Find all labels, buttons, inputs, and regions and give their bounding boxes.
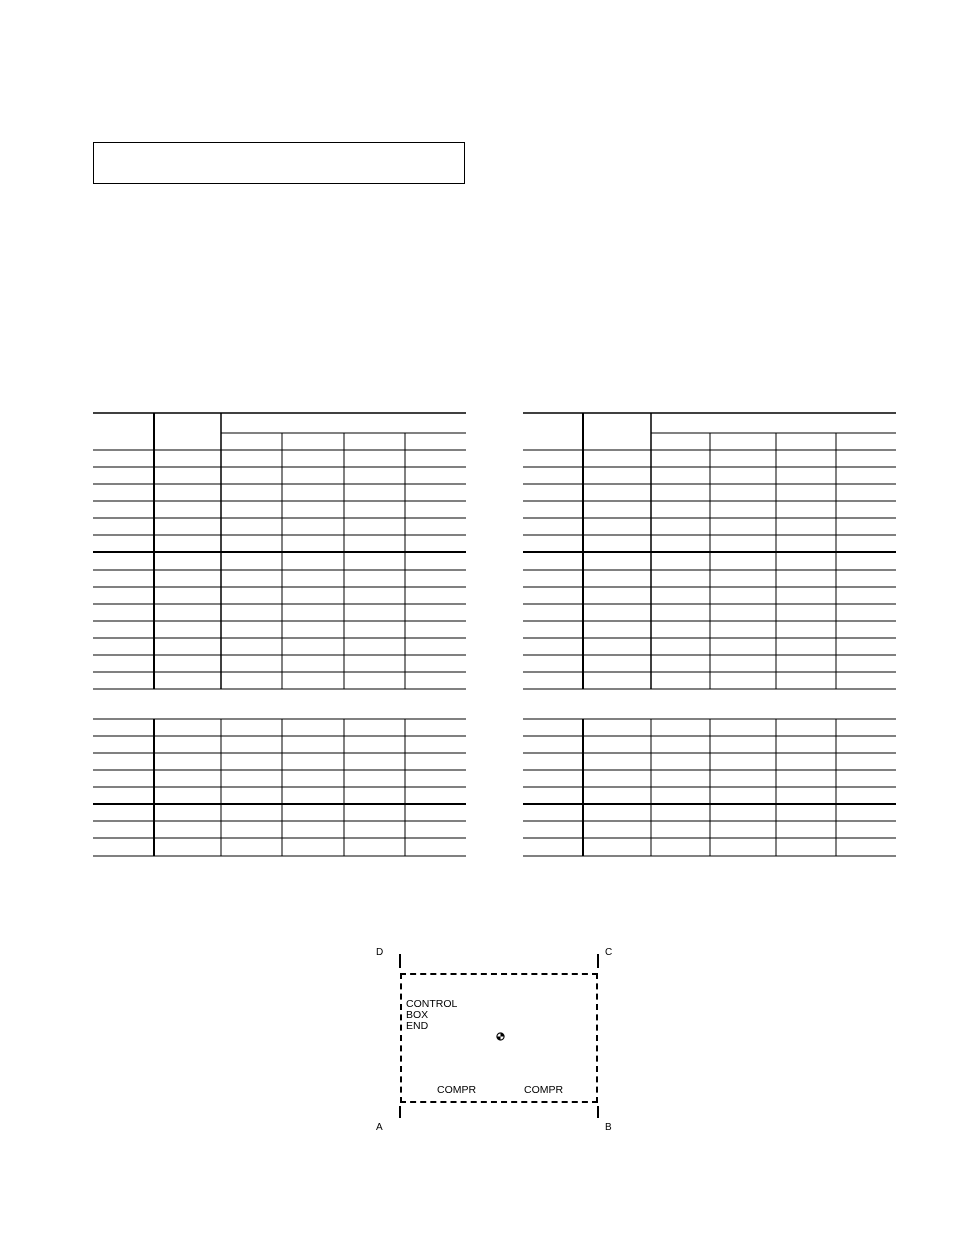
corner-label-b: B [605, 1122, 612, 1133]
corner-label-c: C [605, 947, 613, 958]
control-label-line-3: END [406, 1020, 429, 1032]
compressor-label-1: COMPR [437, 1084, 477, 1096]
control-box-end-label [406, 999, 457, 1032]
center-of-gravity-icon [496, 1032, 505, 1041]
control-label-line-2: BOX [406, 1009, 429, 1021]
corner-label-a: A [376, 1122, 383, 1133]
corner-label-d: D [376, 947, 384, 958]
compressor-label-2: COMPR [524, 1084, 564, 1096]
control-label-line-1: CONTROL [406, 998, 458, 1010]
